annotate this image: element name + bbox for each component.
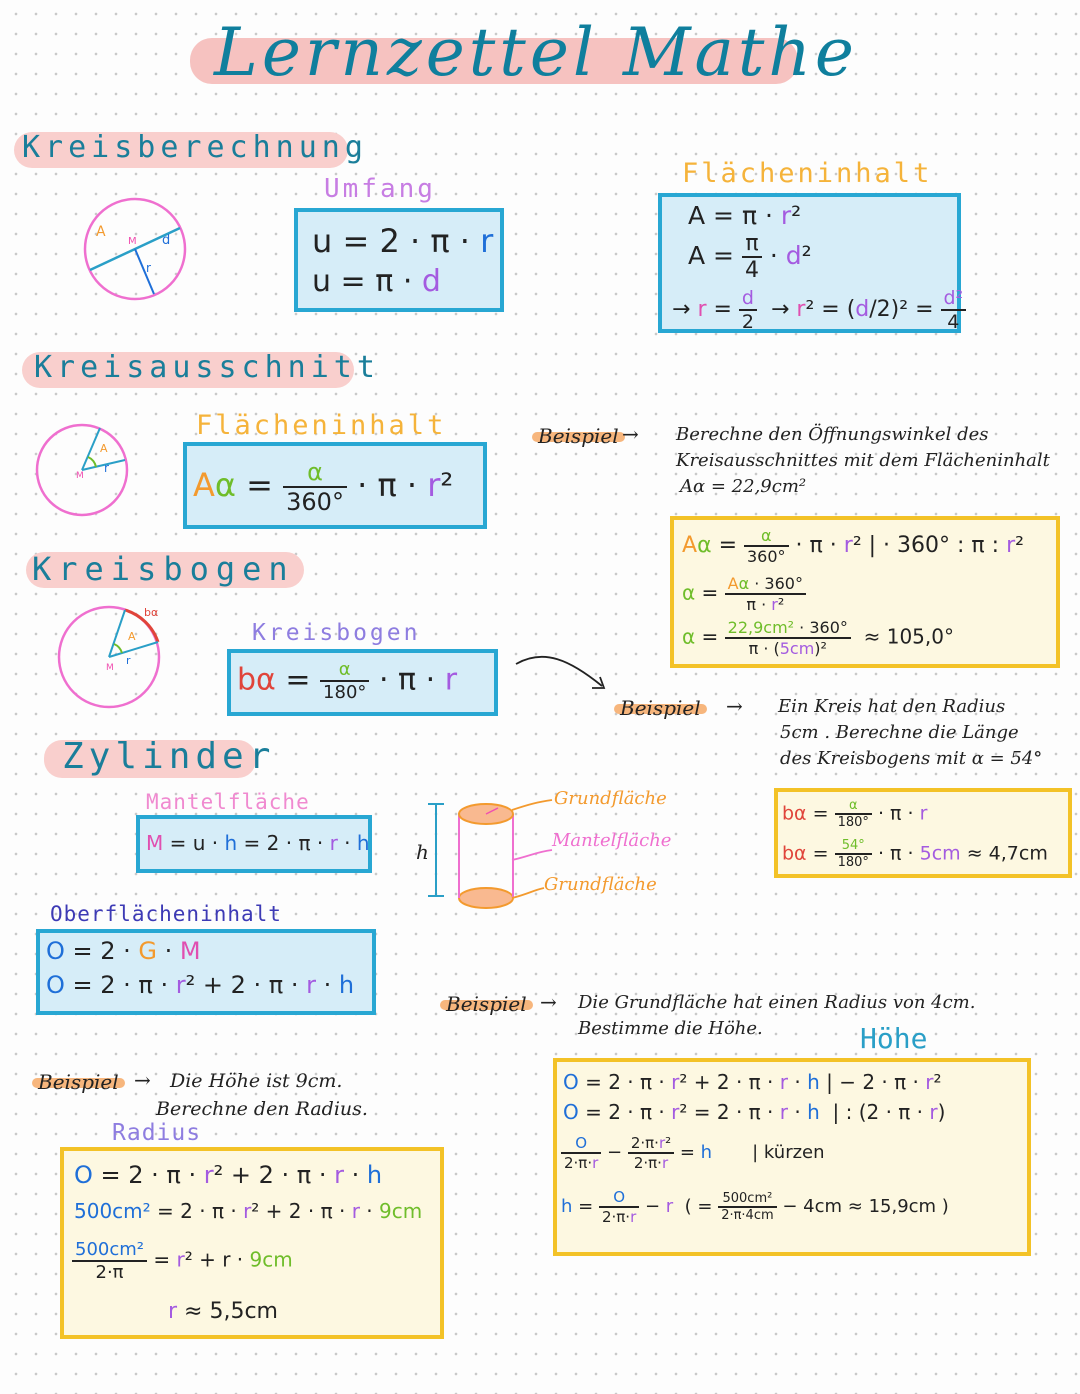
umfang-formula-1: u = 2 · π · r <box>312 222 494 260</box>
hoehe-solution-2: O = 2 · π · r² = 2 · π · r · h | : (2 · π · r) <box>563 1100 946 1124</box>
beispiel-arrow-ausschnitt: → <box>622 422 639 446</box>
radius-solution-1: O = 2 · π · r² + 2 · π · r · h <box>74 1161 383 1189</box>
flaeche-formula-1: A = π · r² <box>688 201 802 230</box>
svg-text:M: M <box>106 663 114 673</box>
radius-label: Radius <box>112 1120 202 1146</box>
svg-text:M: M <box>128 236 137 247</box>
kreisbogen-label: Kreisbogen <box>252 620 421 646</box>
bogen-task-3: des Kreisbogens mit α = 54° <box>780 748 1043 769</box>
circle-diagram-ausschnitt <box>30 420 134 520</box>
beispiel-arrow-bogen: → <box>726 694 743 718</box>
mantel-box <box>136 815 372 873</box>
hoehe-solution-1: O = 2 · π · r² + 2 · π · r · h | − 2 · π · r² <box>563 1070 942 1094</box>
ausschnitt-formula: Aα = $\frac{\alpha}{360^\circ}$ · π · r² <box>193 458 454 516</box>
bogen-solution-box <box>774 788 1072 878</box>
bogen-task-1: Ein Kreis hat den Radius <box>778 696 1006 717</box>
cylinder-h-label: h <box>416 840 429 864</box>
section-title-kreisbogen: Kreisbogen <box>32 550 295 588</box>
connector-arrow <box>514 652 610 696</box>
hoehe-task-1: Die Grundfläche hat einen Radius von 4cm. <box>578 992 976 1013</box>
svg-text:A: A <box>100 442 108 455</box>
ausschnitt-task-2: Kreisausschnittes mit dem Flächeninhalt <box>676 450 1050 471</box>
ober-box <box>36 929 376 1015</box>
radius-solution-3: $\frac{\text{500cm²}}{2\cdot\pi}$ = r² + r · 9cm <box>72 1239 293 1283</box>
hoehe-solution-4: h = $\frac{O}{2\cdot\pi\cdot r}$ − r ( = $\frac{\text{500cm²}}{2\cdot\pi\cdot 4cm}$ − 4cm ≈ 15,9cm ) <box>561 1188 949 1226</box>
section-title-zylinder: Zylinder <box>62 736 276 777</box>
hoehe-task-2: Bestimme die Höhe. <box>578 1018 763 1039</box>
flaeche-box-kreis <box>658 193 964 333</box>
flaeche-formula-2: A = $\frac{\pi}{4}$ · d² <box>688 231 812 283</box>
bogen-task-2: 5cm . Berechne die Länge <box>780 722 1019 743</box>
cylinder-label-middle: Mantelfläche <box>552 830 672 851</box>
radius-solution-2: 500cm² = 2 · π · r² + 2 · π · r · 9cm <box>74 1199 423 1223</box>
umfang-label: Umfang <box>324 174 436 204</box>
radius-solution-4: r ≈ 5,5cm <box>168 1299 278 1324</box>
svg-text:r: r <box>146 261 151 275</box>
svg-text:M: M <box>76 471 84 481</box>
ausschnitt-solution-1: Aα = $\frac{\alpha}{360^\circ}$ · π · r² | · 360° : π : r² <box>682 526 1024 566</box>
bogen-solution-1: bα = $\frac{\alpha}{180^\circ}$ · π · r <box>782 798 928 830</box>
circle-diagram-bogen <box>56 600 176 712</box>
hoehe-label: Höhe <box>860 1022 928 1055</box>
ausschnitt-solution-2: α = $\frac{A\alpha \cdot 360^\circ}{\text{π · r²}}$ <box>682 574 806 614</box>
section-title-kreisausschnitt: Kreisausschnitt <box>34 350 380 385</box>
ausschnitt-task-3: Aα = 22,9cm² <box>680 476 807 497</box>
ober-formula-2: O = 2 · π · r² + 2 · π · r · h <box>46 971 355 999</box>
svg-text:d: d <box>162 233 171 248</box>
beispiel-arrow-hoehe: → <box>540 990 557 1014</box>
hoehe-solution-3: $\frac{O}{2\cdot\pi\cdot r}$ − $\frac{\text{2·π·r²}}{2\cdot\pi\cdot r}$ = h | kürzen <box>561 1134 825 1172</box>
radius-task-1: Die Höhe ist 9cm. <box>170 1070 343 1092</box>
mantel-formula: M = u · h = 2 · π · r · h <box>146 831 370 855</box>
umfang-box <box>294 208 504 312</box>
mantel-label: Mantelfläche <box>146 790 310 814</box>
ober-label: Oberflächeninhalt <box>50 902 282 926</box>
ausschnitt-task-1: Berechne den Öffnungswinkel des <box>676 424 989 445</box>
circle-diagram-kreis <box>78 194 192 304</box>
flaeche-label-kreis: Flächeninhalt <box>682 158 933 189</box>
page-title: Lernzettel Mathe <box>214 14 858 91</box>
beispiel-label-bogen: Beispiel <box>620 696 701 720</box>
kreisbogen-box <box>227 649 498 716</box>
cylinder-label-top: Grundfläche <box>554 788 667 809</box>
beispiel-label-hoehe: Beispiel <box>446 992 527 1016</box>
flaeche-formula-3: → r = $\frac{d}{2}$ → r² = (d/2)² = $\frac{\text{d²}}{4}$ <box>672 287 966 333</box>
beispiel-arrow-radius: → <box>134 1068 151 1092</box>
flaeche-box-ausschnitt <box>183 442 487 529</box>
kreisbogen-formula: bα = $\frac{\alpha}{180^\circ}$ · π · r <box>237 659 458 703</box>
svg-text:A: A <box>96 224 106 240</box>
flaeche-label-ausschnitt: Flächeninhalt <box>196 410 447 441</box>
cylinder-label-bottom: Grundfläche <box>544 874 657 895</box>
beispiel-label-ausschnitt: Beispiel <box>538 424 619 448</box>
radius-task-2: Berechne den Radius. <box>156 1098 368 1120</box>
bogen-solution-2: bα = $\frac{54^\circ}{180^\circ}$ · π · 5cm ≈ 4,7cm <box>782 838 1048 870</box>
ober-formula-1: O = 2 · G · M <box>46 937 201 965</box>
hoehe-solution-box <box>553 1058 1031 1256</box>
radius-solution-box <box>60 1147 444 1339</box>
section-title-kreisberechnung: Kreisberechnung <box>22 130 368 165</box>
ausschnitt-solution-3: α = $\frac{\text{22,9cm² · 360°}}{\text{π · (5cm)²}}$ ≈ 105,0° <box>682 618 954 658</box>
svg-text:bα: bα <box>144 606 159 619</box>
svg-text:A: A <box>128 630 136 643</box>
svg-text:r: r <box>126 654 131 667</box>
ausschnitt-solution-box <box>670 516 1060 668</box>
umfang-formula-2: u = π · d <box>312 264 441 299</box>
beispiel-label-radius: Beispiel <box>38 1070 119 1094</box>
svg-text:r: r <box>104 461 109 475</box>
